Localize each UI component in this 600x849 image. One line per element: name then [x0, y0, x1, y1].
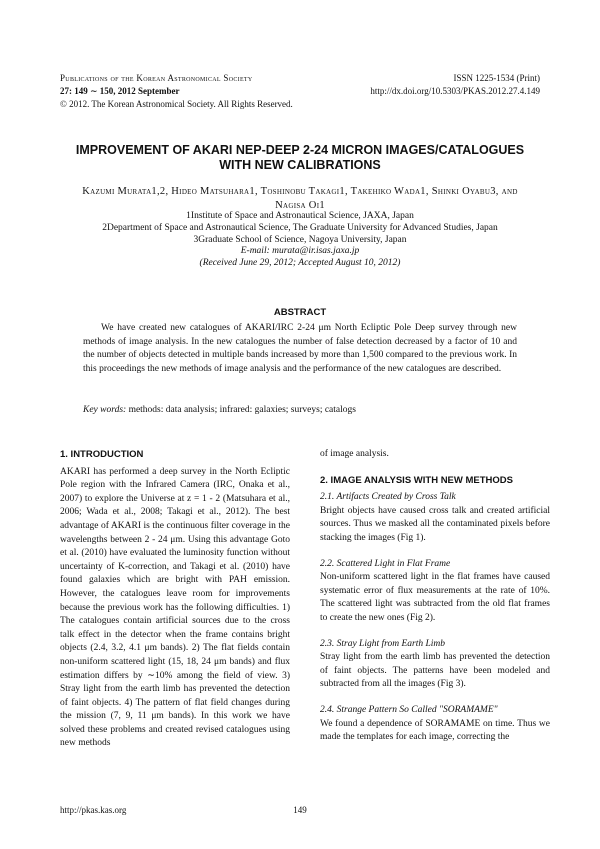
contact-email[interactable]: E-mail: murata@ir.isas.jaxa.jp: [240, 246, 360, 257]
page-number: 149: [293, 805, 307, 815]
issn-header: [370, 72, 540, 98]
doi-link[interactable]: http://dx.doi.org/10.5303/PKAS.2012.27.4.149: [370, 86, 540, 96]
affiliations: [60, 211, 540, 270]
affiliation-2: 2Department of Space and Astronautical Science, The Graduate University for Advanced Studies, Japan: [102, 222, 498, 233]
authors-line-1: Kazumi Murata1,2, Hideo Matsuhara1, Toshinobu Takagi1, Takehiko Wada1, Shinki Oyabu3, and: [82, 186, 518, 197]
journal-header: [60, 72, 293, 111]
section-heading-introduction: 1. INTRODUCTION: [60, 449, 144, 460]
author-list: [60, 185, 540, 213]
keywords-label: Key words:: [83, 405, 127, 415]
subsection-2-1-text: Bright objects have caused cross talk and created artificial sources. Thus we masked all the contaminated pixels before stacking the images (Fig 1).: [320, 505, 550, 543]
subsection-2-4-title: 2.4. Strange Pattern So Called "SORAMAME": [320, 704, 498, 715]
right-column: [320, 448, 550, 745]
affiliation-1: 1Institute of Space and Astronautical Science, JAXA, Japan: [186, 211, 414, 221]
abstract-text: We have created new catalogues of AKARI/IRC 2-24 μm North Ecliptic Pole Deep survey through new methods of image analysis. In the new catalogues the number of false detection decreased by a factor of 10 and the number of objects detected in multiple bands increased by more than 1,500 compared to the previous work. In this proceedings the new methods of image analysis and the performance of the new catalogues are described.: [83, 323, 517, 374]
authors-line-2: Nagisa Oi1: [275, 200, 325, 211]
subsection-2-3-title: 2.3. Stray Light from Earth Limb: [320, 638, 446, 649]
keywords: [83, 404, 517, 417]
left-column: [60, 448, 290, 751]
introduction-continued: of image analysis.: [320, 449, 389, 459]
subsection-2-2-title: 2.2. Scattered Light in Flat Frame: [320, 558, 451, 569]
subsection-2-4-text: We found a dependence of SORAMAME on time. Thus we made the templates for each image, correcting the: [320, 718, 550, 743]
abstract-heading: ABSTRACT: [273, 307, 327, 318]
subsection-2-3-text: Stray light from the earth limb has prevented the detection of faint objects. The patterns have been modeled and subtracted from all the images (Fig 3).: [320, 652, 550, 690]
section-heading-methods: 2. IMAGE ANALYSIS WITH NEW METHODS: [320, 474, 514, 486]
volume-line: 27: 149 ∼ 150, 2012 September: [60, 86, 180, 96]
copyright-line: © 2012. The Korean Astronomical Society. All Rights Reserved.: [60, 99, 293, 109]
footer-url[interactable]: http://pkas.kas.org: [60, 805, 127, 815]
subsection-2-2-text: Non-uniform scattered light in the flat frames have caused systematic error of flux measurements at the rate of 10%. The scattered light was subtracted from the old flat frames to create the new ones (Fig 2).: [320, 572, 550, 623]
affiliation-3: 3Graduate School of Science, Nagoya University, Japan: [193, 234, 407, 245]
received-dates: (Received June 29, 2012; Accepted August 10, 2012): [199, 258, 401, 269]
introduction-text: AKARI has performed a deep survey in the North Ecliptic Pole region with the Infrared Camera (IRC, Onaka et al., 2007) to explore the Universe at z = 1 - 2 (Matsuhara et al., 2006; Wada et al., 2008; Takagi et al., 2012). The best advantage of AKARI is the continuous filter coverage in the wavelengths between 2 - 24 μm. Using this advantage Goto et al. (2010) have evaluated the luminosity function without uncertainty of K-correction, and Takagi et al. (2010) have found galaxies which are bright with PAH emission. However, the catalogues leave room for improvements because the previous work has the following difficulties. 1) The catalogues contain artificial sources due to the cross talk effect in the detector when the frame contains bright objects (2.4, 3.2, 4.1 μm bands). 2) The flat fields contain non-uniform scattered light (15, 18, 24 μm bands) and flux estimation differs by ∼10% among the field of view. 3) Stray light from the earth limb has prevented the detection of faint objects. 4) The pattern of flat field changes during the mission (7, 9, 11 μm bands). In this work we have solved these problems and created revised catalogues using new methods: [60, 466, 290, 749]
issn: ISSN 1225-1534 (Print): [453, 73, 540, 83]
paper-title: IMPROVEMENT OF AKARI NEP-DEEP 2-24 MICRON IMAGES/CATALOGUES WITH NEW CALIBRATIONS: [75, 143, 525, 172]
subsection-2-1-title: 2.1. Artifacts Created by Cross Talk: [320, 492, 456, 503]
journal-name: Publications of the Korean Astronomical Society: [60, 73, 253, 83]
keywords-text: methods: data analysis; infrared: galaxies; surveys; catalogs: [128, 405, 356, 415]
